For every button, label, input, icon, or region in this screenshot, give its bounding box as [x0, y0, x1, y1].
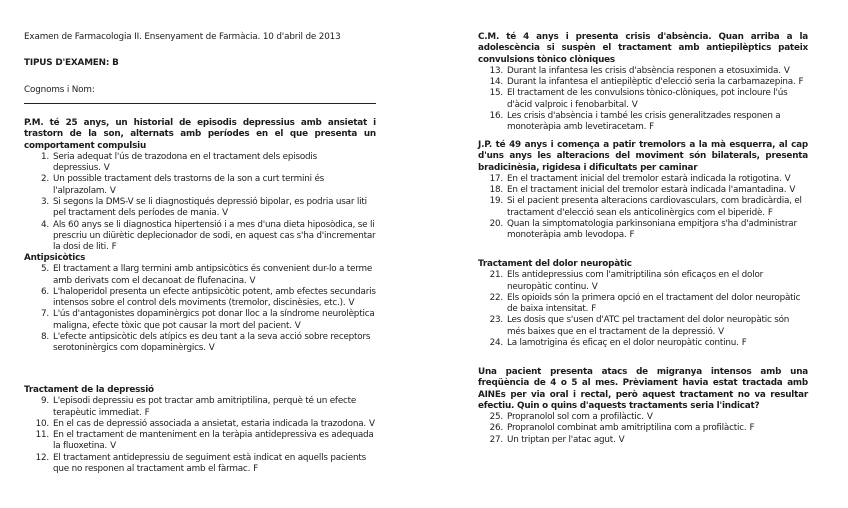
question-number: 11. [35, 430, 49, 441]
answer-mark: F [767, 207, 773, 218]
question-item [478, 185, 808, 196]
question-item [478, 219, 808, 242]
section-antipsychotics [24, 253, 376, 355]
answer-mark: F [749, 423, 755, 434]
case-intro: C.M. té 4 anys i presenta crisis d'absència. Quan arriba a la adolescència si suspèn el tractament amb antiepilèptics pateix convulsions tònico clòniques [478, 32, 808, 65]
question-item [24, 152, 376, 175]
question-number: 18. [489, 185, 503, 196]
answer-mark: V [208, 343, 215, 354]
question-text: Els opioids són la primera opció en el tractament del dolor neuropàtic de baixa intensitat. [507, 292, 801, 315]
question-number: 27. [489, 434, 503, 445]
question-item [24, 453, 376, 476]
question-number: 24. [489, 338, 503, 349]
question-item [478, 88, 808, 111]
question-text: En el tractament de manteniment en la teràpia antidepressiva es adequada la fluoxetina. [53, 430, 374, 452]
question-number: 20. [489, 219, 503, 230]
question-text: Quan la simptomatologia parkinsoniana empitjora s'ha d'administrar monoteràpia amb levodopa. [507, 219, 797, 241]
question-text: L'efecte antipsicòtic dels atípics es deu tant a la seva acció sobre receptors serotoninèrgics com dopaminèrgics. [53, 332, 371, 354]
question-item [24, 197, 376, 220]
question-list [24, 396, 376, 475]
section-heading: Antipsicòtics [24, 253, 86, 263]
question-item [478, 66, 808, 77]
question-number: 1. [41, 151, 49, 162]
answer-mark: V [109, 185, 116, 196]
question-text: L'episodi depressiu es pot tractar amb amitriptilina, perquè té un efecte terapèutic immediat. [53, 396, 357, 418]
case-intro: J.P. té 49 anys i comença a patir tremolors a la mà esquerra, al cap d'uns anys les alteracions del moviment són bilaterals, presenta bradicinèsia, rigidesa i dificultats per caminar [478, 140, 808, 173]
question-number: 2. [41, 174, 49, 185]
answer-mark: V [249, 275, 256, 286]
section-heading: Tractament del dolor neuropàtic [478, 259, 632, 269]
section-cm [478, 32, 808, 134]
question-text: Les crisis d'absència i també les crisis generalitzades responen a monoteràpia amb levetiracetam. [507, 111, 781, 133]
answer-mark: F [741, 338, 747, 349]
answer-mark: V [103, 163, 110, 174]
question-item [478, 315, 808, 338]
surname-label: Cognoms i Nom: [24, 85, 95, 95]
question-item [24, 419, 376, 430]
question-item [478, 423, 808, 434]
answer-mark: V [618, 434, 625, 445]
case-intro: P.M. té 25 anys, un historial de episodis depressius amb ansietat i trastorn de la son, alternats amb períodes en el que presenta un comportament compulsiu [24, 118, 376, 151]
answer-mark: F [591, 304, 597, 315]
question-text: El tractament a llarg termini amb antipsicòtics és convenient dur-lo a terme amb derivats com el decanoat de flufenacina. [53, 264, 373, 286]
question-number: 19. [489, 196, 503, 207]
question-item [478, 196, 808, 219]
question-text: La lamotrigina és eficaç en el dolor neuropàtic continu. [507, 338, 739, 349]
answer-mark: F [111, 242, 117, 253]
question-number: 23. [489, 315, 503, 326]
answer-mark: V [784, 173, 791, 184]
name-underline [24, 103, 376, 104]
question-list [478, 270, 808, 349]
question-number: 5. [41, 264, 49, 275]
answer-mark: V [631, 99, 638, 110]
question-item [24, 174, 376, 197]
answer-mark: V [369, 418, 375, 429]
answer-mark: F [629, 230, 635, 241]
question-text: En el tractament inicial del tremolor estarà indicada la rotigotina. [507, 173, 782, 184]
question-list [478, 66, 808, 134]
question-text: Un possible tractament dels trastorns de la son a curt termini és l'alprazolam. [53, 174, 325, 196]
question-list [24, 152, 376, 254]
answer-mark: V [783, 65, 790, 76]
question-number: 12. [35, 452, 49, 463]
answer-mark: V [110, 441, 116, 452]
answer-mark: V [222, 208, 228, 219]
question-number: 10. [35, 418, 49, 429]
question-text: En el cas de depressió associada a ansietat, estaria indicada la trazodona. [53, 418, 366, 429]
question-number: 14. [489, 77, 503, 88]
question-text: En el tractament inicial del tremolor estarà indicada l'amantadina. [507, 185, 787, 196]
section-heading: Tractament de la depressió [24, 385, 154, 395]
question-text: Durant la infantesa el antiepilèptic d'elecció seria la carbamazepina. [507, 77, 796, 88]
question-text: Les dosis que s'usen d'ATC pel tractament del dolor neuropàtic són més baixes que en el tractament de la depressió. [507, 315, 790, 337]
question-text: Durant la infantesa les crisis d'absència responen a etosuximida. [507, 65, 781, 76]
question-item [24, 396, 376, 419]
question-text: Si el pacient presenta alteracions cardiovasculars, com bradicàrdia, el tractament d'elecció sean els anticolinèrgics com el biperidè. [507, 196, 802, 218]
section-neuropathic-pain [478, 259, 808, 349]
question-text: El tractament de les convulsions tònico-clòniques, pot incloure l'ús d'àcid valproic i fenobarbital. [507, 88, 788, 110]
question-text: Propranolol sol com a profilàctic. [507, 412, 644, 423]
answer-mark: V [789, 185, 796, 196]
question-item [24, 220, 376, 254]
question-number: 13. [489, 65, 503, 76]
section-jp [478, 140, 808, 242]
question-item [24, 264, 376, 287]
question-item [478, 77, 808, 88]
question-item [24, 430, 376, 453]
question-number: 21. [489, 270, 503, 281]
answer-mark: V [646, 412, 653, 423]
question-list [478, 412, 808, 446]
exam-title: Examen de Farmacologia II. Ensenyament de Farmàcia. 10 d'abril de 2013 [24, 32, 341, 42]
answer-mark: F [798, 77, 804, 88]
answer-mark: F [253, 464, 259, 475]
question-text: Un triptan per l'atac agut. [507, 434, 616, 445]
question-text: Propranolol combinat amb amitriptilina com a profilàctic. [507, 423, 747, 434]
question-number: 7. [41, 309, 49, 320]
question-number: 6. [41, 286, 49, 297]
answer-mark: V [294, 320, 301, 331]
question-number: 15. [489, 88, 503, 99]
question-item [478, 174, 808, 185]
question-text: El tractament antidepressiu de seguiment està indicat en aquells pacients que no responen al tractament amb el fàrmac. [53, 452, 367, 475]
question-number: 17. [489, 173, 503, 184]
question-number: 26. [489, 423, 503, 434]
question-list [24, 264, 376, 354]
question-number: 4. [41, 219, 49, 230]
question-item [24, 309, 376, 332]
question-text: L'haloperidol presenta un efecte antipsicòtic potent, amb efectes secundaris intensos sobre el control dels moviments (tremolor, discinèsies, etc.). [53, 286, 376, 309]
question-item [24, 332, 376, 355]
question-number: 25. [489, 412, 503, 423]
question-item [478, 111, 808, 134]
answer-mark: V [591, 281, 598, 292]
answer-mark: F [649, 122, 655, 133]
question-item [478, 338, 808, 349]
question-item [24, 287, 376, 310]
answer-mark: F [144, 407, 150, 418]
section-depression [24, 385, 376, 475]
question-text: Si segons la DMS-V se li diagnostiqués depressió bipolar, es podria usar liti pel tractament dels períodes de mania. [53, 197, 367, 219]
question-text: Els antidepressius com l'amitriptilina són eficaços en el dolor neuropàtic continu. [507, 270, 764, 292]
question-text: Als 60 anys se li diagnostica hipertensió i a mes d'una dieta hiposòdica, se li prescriu un diürètic deplecionador de sodi, en aquest cas s'ha d'incrementar la dosi de liti. [53, 219, 376, 253]
case-intro: Una pacient presenta atacs de migranya intensos amb una freqüència de 4 o 5 al mes. Prèviament havia estat tractada amb AINEs per via oral i rectal, però aquest tractament no va resultar efectiu. Quin o quins d'aquests tractaments seria l'indicat? [478, 367, 808, 411]
question-list [478, 174, 808, 242]
question-number: 9. [41, 396, 49, 407]
section-pm [24, 118, 376, 254]
question-number: 3. [41, 197, 49, 208]
answer-mark: V [718, 326, 724, 337]
question-item [478, 270, 808, 293]
question-text: L'ús d'antagonistes dopaminèrgics pot donar lloc a la síndrome neurolèptica maligna, efecte tòxic que pot causar la mort del pacient. [53, 309, 375, 331]
question-number: 16. [489, 111, 503, 122]
answer-mark: V [348, 298, 355, 309]
question-number: 8. [41, 332, 49, 343]
exam-type: TIPUS D'EXAMEN: B [24, 58, 119, 68]
question-item [478, 293, 808, 316]
question-item [478, 435, 808, 446]
question-number: 22. [489, 292, 503, 303]
section-migraine [478, 367, 808, 446]
question-text: Seria adequat l'ús de trazodona en el tractament dels episodis depressius. [53, 151, 318, 174]
question-item [478, 412, 808, 423]
